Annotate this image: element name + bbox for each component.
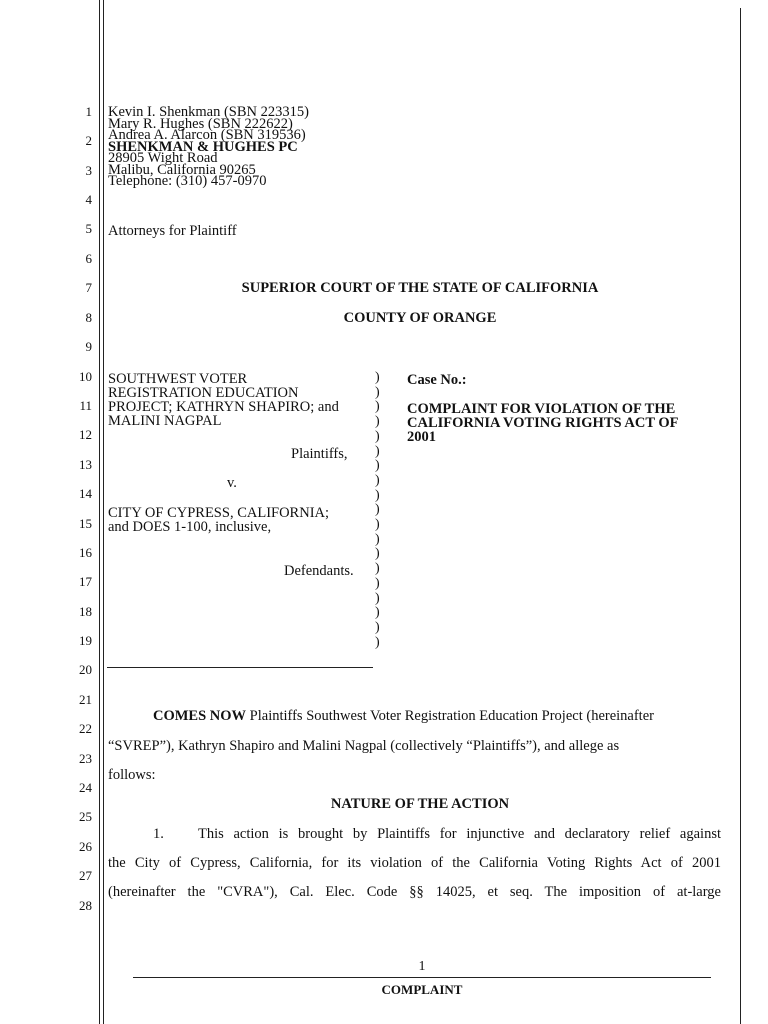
caption-paren: ) (375, 370, 380, 385)
intro-line-1 (153, 708, 654, 725)
complaint-title-line: COMPLAINT FOR VIOLATION OF THE (407, 401, 676, 417)
line-number: 17 (79, 574, 92, 589)
line-number: 14 (79, 486, 92, 501)
caption-paren: ) (375, 384, 380, 400)
court-county: COUNTY OF ORANGE (343, 310, 497, 326)
line-number: 18 (79, 604, 92, 619)
intro-line-3: follows: (108, 767, 156, 783)
footer-document-title: COMPLAINT (381, 982, 463, 997)
line-number: 9 (85, 339, 92, 354)
right-margin-rule (740, 8, 741, 1024)
intro-line-1-text: Plaintiffs Southwest Voter Registration Education Project (hereinafter (246, 708, 654, 724)
section-heading: NATURE OF THE ACTION (330, 796, 510, 812)
firm-telephone: Telephone: (310) 457-0970 (108, 173, 267, 189)
caption-paren: ) (375, 575, 380, 591)
line-number: 4 (85, 192, 92, 207)
caption-paren: ) (375, 472, 380, 488)
caption-paren: ) (375, 634, 380, 650)
line-number: 1 (85, 104, 92, 119)
plaintiff-line: REGISTRATION EDUCATION (108, 385, 299, 401)
law-firm-name: SHENKMAN & HUGHES PC (108, 138, 298, 155)
line-number: 19 (79, 633, 92, 648)
line-number: 21 (79, 692, 92, 707)
line-number: 22 (79, 721, 92, 736)
firm-address-line: 28905 Wight Road (108, 150, 218, 166)
caption-paren: ) (375, 619, 380, 635)
page-number: 1 (418, 959, 426, 974)
caption-paren: ) (375, 546, 380, 562)
plaintiffs-names (108, 372, 339, 428)
line-number: 27 (79, 868, 92, 883)
complaint-title-line: CALIFORNIA VOTING RIGHTS ACT OF (407, 415, 679, 431)
left-margin-rule-inner (103, 0, 104, 1024)
plaintiff-line: MALINI NAGPAL (108, 413, 222, 429)
line-number: 20 (79, 662, 92, 677)
defendant-line: CITY OF CYPRESS, CALIFORNIA; (108, 505, 330, 521)
caption-paren: ) (375, 531, 380, 547)
caption-paren: ) (375, 458, 380, 474)
paragraph-1-line-2: the City of Cypress, California, for its violation of the California Voting Rights Act of 2001 (108, 855, 721, 871)
caption-paren: ) (375, 561, 380, 577)
line-number: 13 (79, 457, 92, 472)
caption-paren: ) (375, 517, 380, 533)
line-number: 25 (79, 809, 92, 824)
attorney-name: Andrea A. Alarcon (SBN 319536) (108, 127, 306, 143)
caption-paren: ) (375, 428, 380, 444)
defendants-names (108, 506, 329, 534)
paragraph-1-line-3: (hereinafter the "CVRA"), Cal. Elec. Code §§ 14025, et seq. The imposition of at-large (108, 884, 721, 900)
versus-label: v. (227, 475, 237, 491)
line-number: 16 (79, 545, 92, 560)
plaintiff-line: PROJECT; KATHRYN SHAPIRO; and (108, 399, 339, 415)
attorney-name: Mary R. Hughes (SBN 222622) (108, 115, 293, 132)
paragraph-number: 1. (153, 826, 164, 842)
caption-paren: ) (375, 590, 380, 606)
complaint-title (407, 402, 679, 444)
caption-paren: ) (375, 414, 380, 430)
defendant-line: and DOES 1-100, inclusive, (108, 519, 272, 535)
attorney-role: Attorneys for Plaintiff (108, 223, 237, 239)
plaintiff-line: SOUTHWEST VOTER (108, 371, 248, 387)
line-number: 15 (79, 516, 92, 531)
caption-paren-column (375, 371, 380, 650)
line-number: 26 (79, 839, 92, 854)
court-name: SUPERIOR COURT OF THE STATE OF CALIFORNIA (241, 280, 599, 296)
paragraph-1-line-1: This action is brought by Plaintiffs for injunctive and declaratory relief against (198, 826, 721, 842)
defendants-label: Defendants. (284, 563, 354, 579)
line-number: 5 (85, 221, 92, 236)
line-number: 7 (85, 280, 92, 295)
case-number-label: Case No.: (407, 372, 467, 388)
intro-lead: COMES NOW (153, 708, 247, 724)
caption-paren: ) (375, 502, 380, 518)
line-number: 28 (79, 898, 92, 913)
firm-address-line: Malibu, California 90265 (108, 161, 256, 178)
attorney-name: Kevin I. Shenkman (SBN 223315) (108, 104, 309, 120)
line-number: 11 (79, 398, 92, 413)
caption-paren: ) (375, 399, 380, 415)
plaintiffs-label: Plaintiffs, (291, 446, 348, 462)
line-number: 12 (79, 427, 92, 442)
line-number: 24 (79, 780, 92, 795)
line-number: 6 (85, 251, 92, 266)
line-number: 23 (79, 751, 92, 766)
line-number: 8 (85, 310, 92, 325)
caption-paren: ) (375, 487, 380, 503)
line-number: 3 (85, 163, 92, 178)
caption-paren: ) (375, 605, 380, 621)
footer-rule (133, 977, 711, 978)
line-number: 2 (85, 133, 92, 148)
complaint-title-line: 2001 (407, 429, 436, 445)
attorney-block (108, 104, 309, 189)
left-margin-rule-outer (99, 0, 100, 1024)
caption-divider (107, 667, 373, 668)
line-number: 10 (79, 369, 92, 384)
intro-line-2: “SVREP”), Kathryn Shapiro and Malini Nagpal (collectively “Plaintiffs”), and allege as (108, 738, 620, 754)
caption-paren: ) (375, 443, 380, 459)
